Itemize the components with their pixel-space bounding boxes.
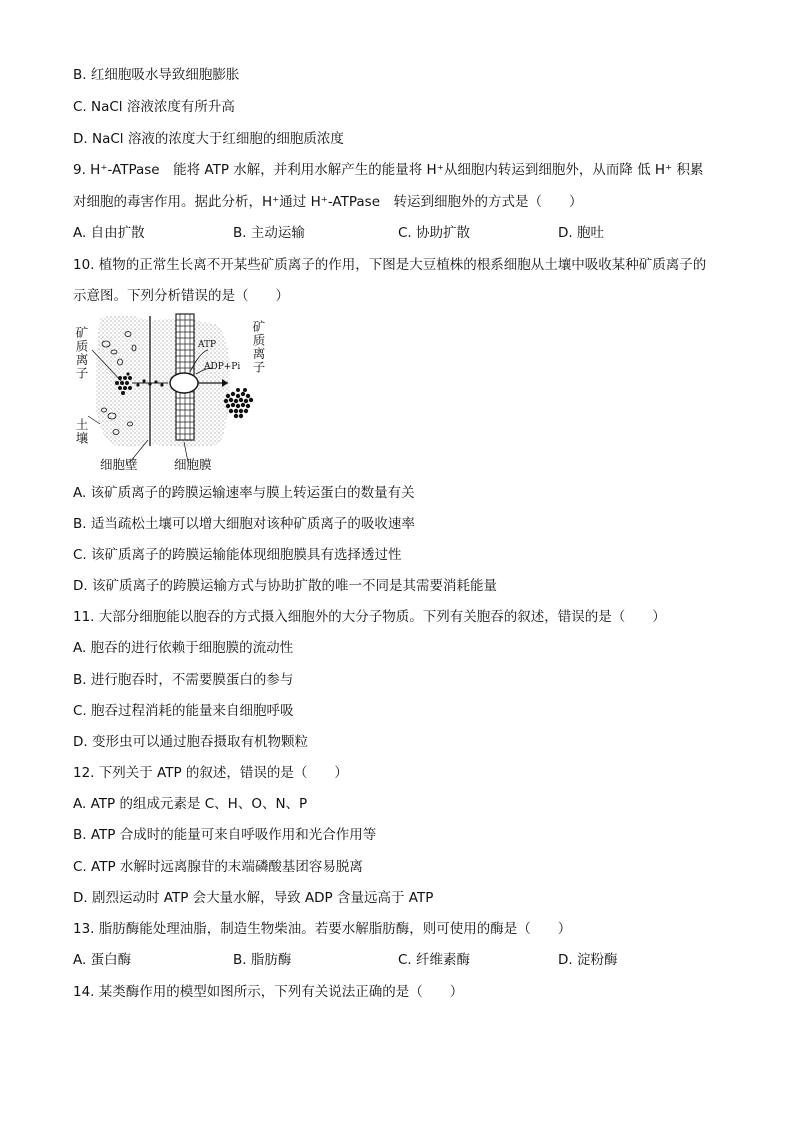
q8-option-b: B. 红细胞吸水导致细胞膨胀 xyxy=(73,67,240,83)
q13-option-d: D. 淀粉酶 xyxy=(558,952,618,968)
q13-option-b: B. 脂肪酶 xyxy=(233,952,292,968)
soil-label: 土壤 xyxy=(74,418,89,445)
q11-option-c: C. 胞吞过程消耗的能量来自细胞呼吸 xyxy=(73,703,294,719)
carrier-protein xyxy=(170,373,198,393)
q9-stem-line2: 对细胞的毒害作用。据此分析，H⁺通过 H⁺-ATPase 转运到细胞外的方式是（ ） xyxy=(73,194,583,210)
ion-transport-figure xyxy=(70,312,285,474)
q13-option-c: C. 纤维素酶 xyxy=(398,952,471,968)
q14-stem: 14. 某类酶作用的模型如图所示，下列有关说法正确的是（ ） xyxy=(73,984,464,1000)
q13-option-a: A. 蛋白酶 xyxy=(73,952,132,968)
cell-membrane-label: 细胞膜 xyxy=(174,457,212,472)
adp-label: ADP+Pi xyxy=(204,362,241,372)
q10-option-c: C. 该矿质离子的跨膜运输能体现细胞膜具有选择透过性 xyxy=(73,547,402,563)
q12-stem: 12. 下列关于 ATP 的叙述，错误的是（ ） xyxy=(73,765,348,781)
q9-option-c: C. 协助扩散 xyxy=(398,225,471,241)
q11-option-d: D. 变形虫可以通过胞吞摄取有机物颗粒 xyxy=(73,734,308,750)
q11-stem: 11. 大部分细胞能以胞吞的方式摄入细胞外的大分子物质。下列有关胞吞的叙述，错误的是（ ） xyxy=(73,609,666,625)
q10-stem-line1: 10. 植物的正常生长离不开某些矿质离子的作用，下图是大豆植株的根系细胞从土壤中吸收某种矿质离子的 xyxy=(73,257,707,273)
q11-option-b: B. 进行胞吞时，不需要膜蛋白的参与 xyxy=(73,672,294,688)
q13-options xyxy=(73,951,617,969)
q9-option-b: B. 主动运输 xyxy=(233,225,305,241)
q10-option-d: D. 该矿质离子的跨膜运输方式与协助扩散的唯一不同是其需要消耗能量 xyxy=(73,578,497,594)
q10-option-a: A. 该矿质离子的跨膜运输速率与膜上转运蛋白的数量有关 xyxy=(73,485,415,501)
cell-wall-label: 细胞壁 xyxy=(100,457,138,472)
q9-options xyxy=(73,224,604,242)
atp-label: ATP xyxy=(198,340,217,350)
q12-option-d: D. 剧烈运动时 ATP 会大量水解，导致 ADP 含量远高于 ATP xyxy=(73,890,434,906)
right-ion-label: 矿质离子 xyxy=(251,320,266,374)
q12-option-b: B. ATP 合成时的能量可来自呼吸作用和光合作用等 xyxy=(73,827,377,843)
left-ion-label: 矿质离子 xyxy=(74,326,89,380)
q10-option-b: B. 适当疏松土壤可以增大细胞对该种矿质离子的吸收速率 xyxy=(73,516,415,532)
q8-option-c: C. NaCl 溶液浓度有所升高 xyxy=(73,99,235,115)
q10-stem-line2: 示意图。下列分析错误的是（ ） xyxy=(73,288,289,304)
q8-option-d: D. NaCl 溶液的浓度大于红细胞的细胞质浓度 xyxy=(73,131,344,147)
q9-stem-line1: 9. H⁺-ATPase 能将 ATP 水解，并利用水解产生的能量将 H⁺从细胞内转运到细胞外，从而降 低 H⁺ 积累 xyxy=(73,162,704,178)
q11-option-a: A. 胞吞的进行依赖于细胞膜的流动性 xyxy=(73,640,294,656)
q12-option-c: C. ATP 水解时远离腺苷的末端磷酸基团容易脱离 xyxy=(73,859,363,875)
q13-stem: 13. 脂肪酶能处理油脂，制造生物柴油。若要水解脂肪酶，则可使用的酶是（ ） xyxy=(73,921,572,937)
q12-option-a: A. ATP 的组成元素是 C、H、O、N、P xyxy=(73,796,308,812)
q9-option-d: D. 胞吐 xyxy=(558,225,604,241)
q9-option-a: A. 自由扩散 xyxy=(73,225,145,241)
